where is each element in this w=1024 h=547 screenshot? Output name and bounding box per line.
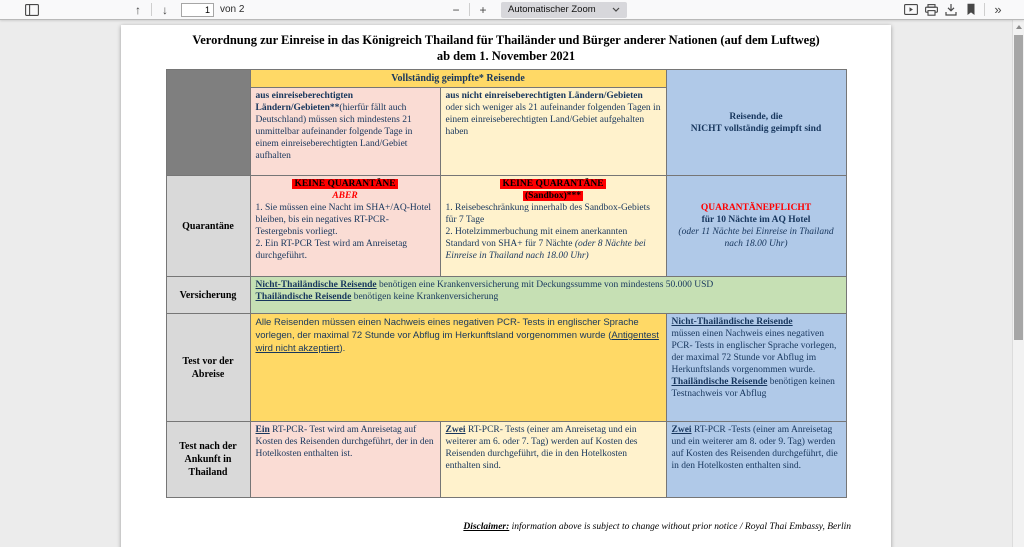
disclaimer-text: Disclaimer: information above is subject to change without prior notice / Royal Thai Embassy, Berlin xyxy=(463,522,851,532)
table-row-pre-departure xyxy=(166,314,846,422)
chevron-down-icon xyxy=(612,7,620,12)
zoom-in-button[interactable] xyxy=(473,1,493,18)
cell-pre-departure-vaccinated: Alle Reisenden müssen einen Nachweis eines negativen PCR- Tests in englischer Sprache vorlegen, der maximal 72 Stunde vor Abflug im Herkunftsland vorgenommen wurde (Antigentest wird nicht akzeptiert). xyxy=(250,314,666,422)
current-view-button[interactable] xyxy=(961,1,981,18)
scrollbar-up-button[interactable] xyxy=(1013,20,1024,33)
row-label-quarantine: Quarantäne xyxy=(166,176,250,277)
presentation-mode-button[interactable] xyxy=(901,1,921,18)
pdf-toolbar xyxy=(0,0,1024,20)
viewer-viewport xyxy=(0,20,1012,547)
cell-post-arrival-entry: Ein RT-PCR- Test wird am Anreisetag auf Kosten des Reisenden durchgeführt, der in den Hotelkosten enthalten ist. xyxy=(250,422,440,498)
document-title xyxy=(171,32,841,64)
zoom-level-label: Automatischer Zoom xyxy=(508,4,596,15)
document-title-line2: ab dem 1. November 2021 xyxy=(436,49,576,63)
cell-subheader-entry: aus einreiseberechtigten Ländern/Gebieten**(hierfür fällt auch Deutschland) müssen sich mindestens 21 unmittelbar aufeinander folgende Tage in einem einreiseberechtigten Land/Gebiet aufhalten xyxy=(250,88,440,176)
zoom-out-icon: − xyxy=(452,2,460,17)
cell-corner xyxy=(166,70,250,176)
cell-post-arrival-sandbox: Zwei RT-PCR- Tests (einer am Anreisetag und ein weiterer am 6. oder 7. Tag) werden auf Kosten des Reisenden durchgeführt, die in den Hotelkosten enthalten sind. xyxy=(440,422,666,498)
table-row-quarantine xyxy=(166,176,846,277)
document-title-line1: Verordnung zur Einreise in das Königreich Thailand für Thailänder und Bürger anderer Nationen (auf dem Luftweg) xyxy=(192,33,820,47)
cell-pre-departure-unvaccinated: Nicht-Thailändische Reisende müssen einen Nachweis eines negativen PCR- Tests in englischer Sprache vorlegen, der maximal 72 Stunde vor Abflug im Herkunftslands vorgenommen wurde. Thailändische Reisende benötigen keinen Testnachweis vor Abflug xyxy=(666,314,846,422)
toolbar-group-zoom xyxy=(446,0,627,19)
cell-unvaccinated-header: Reisende, die NICHT vollständig geimpft sind xyxy=(666,70,846,176)
more-tools-button[interactable] xyxy=(988,1,1008,18)
zoom-out-button[interactable] xyxy=(446,1,466,18)
cell-quarantine-unvaccinated: QUARANTÄNEPFLICHT für 10 Nächte im AQ Hotel (oder 11 Nächte bei Einreise in Thailand nach 18.00 Uhr) xyxy=(666,176,846,277)
cell-subheader-non-entry: aus nicht einreiseberechtigten Ländern/Gebieten oder sich weniger als 21 aufeinander folgenden Tagen in einem einreiseberechtigten Land/Gebiet aufgehalten haben xyxy=(440,88,666,176)
zoom-level-select[interactable] xyxy=(501,2,627,18)
vertical-scrollbar[interactable] xyxy=(1012,20,1024,547)
page-up-icon: ↑ xyxy=(135,2,141,17)
toolbar-separator xyxy=(151,3,152,16)
save-button[interactable] xyxy=(941,1,961,18)
cell-post-arrival-unvaccinated: Zwei RT-PCR -Tests (einer am Anreisetag und ein weiterer am 8. oder 9. Tag) werden auf Kosten des Reisenden durchgeführt, die in den Hotelkosten enthalten sind. xyxy=(666,422,846,498)
row-label-insurance: Versicherung xyxy=(166,277,250,314)
more-tools-icon: » xyxy=(994,2,1002,17)
scrollbar-thumb[interactable] xyxy=(1014,35,1023,340)
table-row-post-arrival xyxy=(166,422,846,498)
zoom-in-icon: + xyxy=(479,2,487,17)
page-number-input[interactable] xyxy=(181,3,214,17)
cell-quarantine-sandbox: KEINE QUARANTÄNE (Sandbox)*** 1. Reisebeschränkung innerhalb des Sandbox-Gebiets für 7 Tage 2. Hotelzimmerbuchung mit einem anerkannten Standard von SHA+ für 7 Nächte (oder 8 Nächte bei Einreise in Thailand nach 18.00 Uhr) xyxy=(440,176,666,277)
toolbar-group-tools xyxy=(901,0,1008,19)
cell-insurance-all: Nicht-Thailändische Reisende benötigen eine Krankenversicherung mit Deckungssumme von mindestens 50.000 USD Thailändische Reisende benötigen keine Krankenversicherung xyxy=(250,277,846,314)
download-icon xyxy=(945,3,957,16)
toolbar-group-sidebar xyxy=(22,0,42,19)
bookmark-icon xyxy=(966,3,976,16)
toolbar-group-pagenav xyxy=(128,0,244,19)
table-row-header xyxy=(166,70,846,88)
presentation-mode-icon xyxy=(904,4,918,15)
toolbar-separator xyxy=(469,3,470,16)
entry-regulations-table xyxy=(166,69,847,498)
row-label-pre-departure: Test vor der Abreise xyxy=(166,314,250,422)
page-down-icon: ↓ xyxy=(162,2,168,17)
page-up-button[interactable] xyxy=(128,1,148,18)
sidebar-toggle-icon xyxy=(25,4,39,16)
cell-quarantine-entry: KEINE QUARANTÄNE ABER 1. Sie müssen eine Nacht im SHA+/AQ-Hotel bleiben, bis ein negatives RT-PCR-Testergebnis vorliegt. 2. Ein RT-PCR Test wird am Anreisetag durchgeführt. xyxy=(250,176,440,277)
scroll-up-icon xyxy=(1016,25,1022,29)
page-down-button[interactable] xyxy=(155,1,175,18)
print-button[interactable] xyxy=(921,1,941,18)
page-count-label: von 2 xyxy=(220,4,245,15)
row-label-post-arrival: Test nach der Ankunft in Thailand xyxy=(166,422,250,498)
toolbar-separator xyxy=(984,3,985,16)
table-row-insurance xyxy=(166,277,846,314)
cell-vaccinated-header: Vollständig geimpfte* Reisende xyxy=(250,70,666,88)
sidebar-toggle-button[interactable] xyxy=(22,1,42,18)
print-icon xyxy=(925,4,938,16)
pdf-page xyxy=(121,25,891,547)
